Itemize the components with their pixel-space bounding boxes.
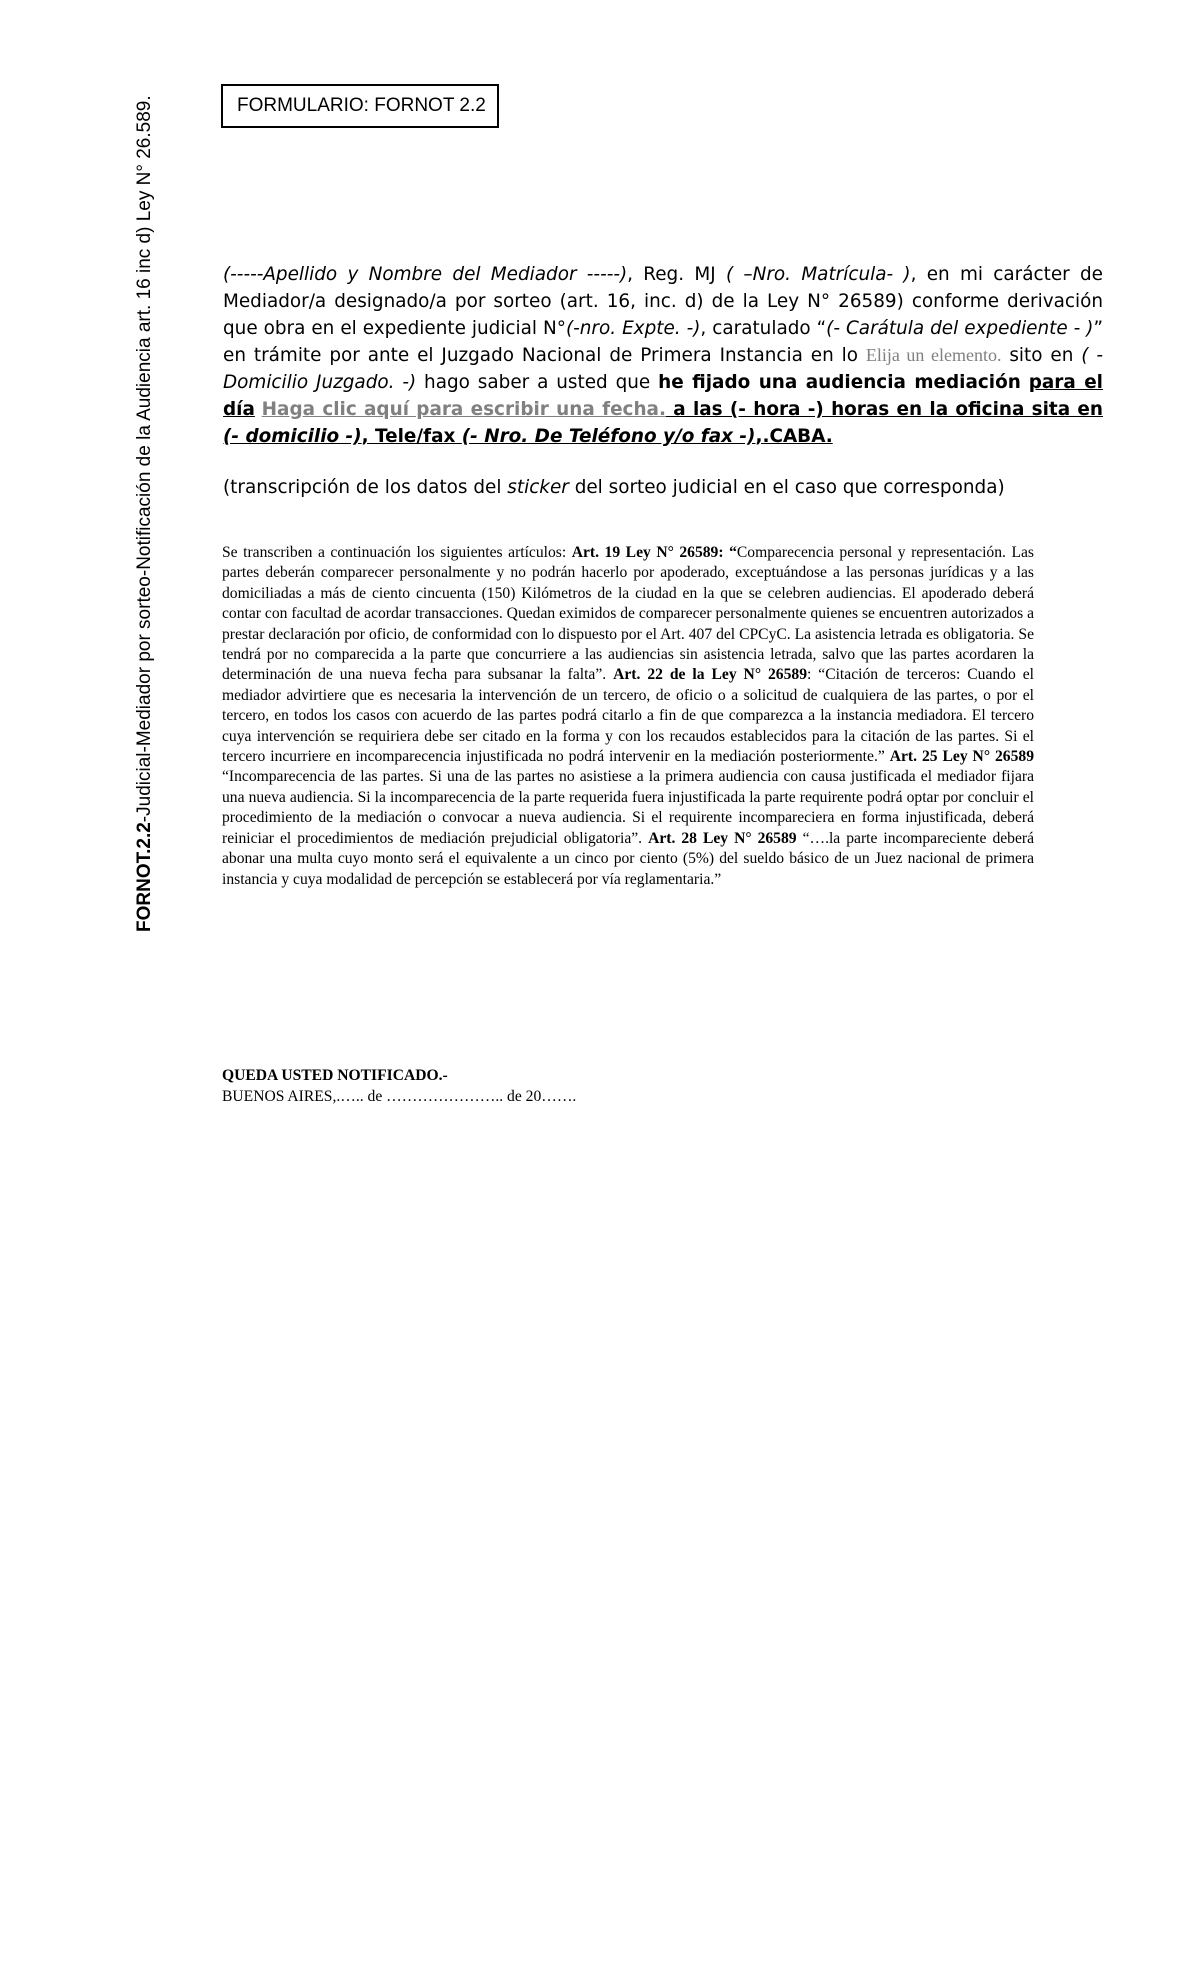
office-address-placeholder[interactable]: (- domicilio -) xyxy=(223,425,362,447)
form-code: FORNOT.2.2 xyxy=(134,822,155,932)
notice-text: ” en trámite por ante el Juzgado Nacional de Primera Instancia en lo xyxy=(223,317,1103,367)
mediator-name-placeholder[interactable]: (-----Apellido y Nombre del Mediador -----) xyxy=(223,264,628,285)
sticker-note-text: (transcripción de los datos del xyxy=(223,477,508,498)
phone-placeholder[interactable]: (- Nro. De Teléfono y/o fax -) xyxy=(461,425,756,447)
notice-paragraph xyxy=(223,262,1103,451)
date-line: BUENOS AIRES,.….. de ………………….. de 20……. xyxy=(222,1088,577,1105)
telefax-label: , Tele/fax xyxy=(361,425,462,447)
juzgado-dropdown[interactable]: Elija un elemento. xyxy=(865,345,1002,366)
sticker-note xyxy=(223,475,1123,501)
notified-statement: QUEDA USTED NOTIFICADO.- xyxy=(222,1067,448,1084)
matricula-placeholder[interactable]: ( –Nro. Matrícula- ) xyxy=(725,264,911,285)
hearing-statement: he fijado una audiencia mediación xyxy=(658,372,1021,394)
notice-text: hago saber a usted que xyxy=(416,372,659,394)
article-22-text: : “Citación de terceros: Cuando el mediador advirtiere que es necesaria la intervención de un tercero, de oficio o a solicitud de cualquiera de las partes, o por el tercero, en todos los casos con acuerdo de las partes podrá citarlo a fin de que comparezca a la instancia mediadora. El tercero cuya intervención se requiriera debe ser citado en la forma y con los recaudos establecidos para la citación de las partes. Si el tercero incurriere en incomparecencia injustificada no podrá intervenir en la mediación posteriormente.” xyxy=(222,666,1034,766)
side-document-title xyxy=(133,62,157,932)
article-19-text: Comparecencia personal y representación. Las partes deberán comparecer personalmente y no podrán hacerlo por apoderado, exceptuándose a las personas jurídicas y a las domiciliadas a más de ciento cincuenta (150) Kilómetros de la ciudad en la que se celebren audiencias. El apoderado deberá contar con facultad de acordar transacciones. Quedan eximidos de comparecer personalmente quienes se encuentren autorizados a prestar declaración por oficio, de conformidad con lo dispuesto por el Art. 407 del CPCyC. La asistencia letrada es obligatoria. Se tendrá por no comparecida a la parte que concurriere a las audiencias sin asistencia letrada, salvo que las partes acordaren la determinación de una nueva fecha para subsanar la falta”. xyxy=(222,544,1034,684)
article-25-reference: Art. 25 Ley N° 26589 xyxy=(889,748,1034,766)
sticker-word: sticker xyxy=(507,477,569,498)
expediente-number-placeholder[interactable]: (-nro. Expte. -) xyxy=(565,317,701,339)
notice-text xyxy=(255,399,262,420)
article-28-text: “….la parte incompareciente deberá abonar una multa cuyo monto será el equivalente a un cinco por ciento (5%) del sueldo básico de un Juez nacional de primera instancia y cuya modalidad de percepción se establecerá por vía reglamentaria.” xyxy=(222,829,1034,888)
sticker-note-text: del sorteo judicial en el caso que corresponda) xyxy=(568,477,1005,498)
article-22-reference: Art. 22 de la Ley N° 26589 xyxy=(613,666,807,684)
juzgado-address-placeholder[interactable]: ( - Domicilio Juzgado. -) xyxy=(223,345,1103,394)
article-28-reference: Art. 28 Ley N° 26589 xyxy=(648,829,797,847)
caba-text: ,.CABA. xyxy=(755,425,833,447)
form-label-box xyxy=(221,84,499,128)
article-19-reference: Art. 19 Ley N° 26589: “ xyxy=(571,544,737,561)
article-25-text: “Incomparecencia de las partes. Si una de las partes no asistiese a la primera audiencia con causa justificada el mediador fijara una nueva audiencia. Si la incomparecencia de la parte requerida fuera injustificada la parte requirente podrá optar por concluir el procedimiento de la mediación o convocar a nueva audiencia. Si el requirente incompareciera en forma injustificada, deberá reiniciar el procedimientos de mediación prejudicial obligatoria”. xyxy=(222,768,1034,847)
hour-and-office-text: a las (- hora -) horas en la oficina sita en xyxy=(665,398,1103,420)
day-label: para el día xyxy=(223,372,1103,420)
notice-text: sito en xyxy=(1001,345,1082,367)
notice-text: , caratulado “ xyxy=(700,317,827,339)
form-label: FORMULARIO: FORNOT 2.2 xyxy=(237,95,486,116)
notice-text: , Reg. MJ xyxy=(627,264,726,285)
notice-text: , en mi carácter de Mediador/a designado/a por sorteo (art. 16, inc. d) de la Ley N° 26589) conforme derivación que obra en el expediente judicial N° xyxy=(223,264,1103,339)
articles-intro: Se transcriben a continuación los siguientes artículos: xyxy=(222,544,572,561)
date-picker-field[interactable]: Haga clic aquí para escribir una fecha. xyxy=(261,398,666,420)
side-title-text: -Judicial-Mediador por sorteo-Notificación de la Audiencia art. 16 inc d) Ley N° 26.589. xyxy=(134,95,155,823)
caratula-placeholder[interactable]: (- Carátula del expediente - ) xyxy=(826,317,1094,339)
notice-text xyxy=(1021,372,1029,393)
law-articles-transcription xyxy=(222,543,1034,890)
